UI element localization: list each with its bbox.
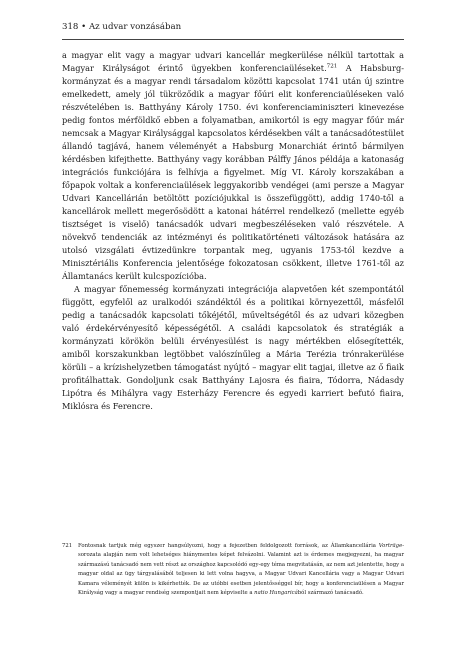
footnote bbox=[62, 542, 404, 598]
footnote-text bbox=[78, 542, 404, 598]
footnote-number: 721 bbox=[62, 543, 73, 549]
footnote-reference[interactable]: 721 bbox=[326, 63, 338, 70]
main-text bbox=[62, 49, 404, 413]
paragraph-2: A magyar főnemesség kormányzati integrációja alapvetően két szempontától függött, egyfelől az uralkodói szándéktól és a politikai környezettől, másfelől pedig a tanácsadók kapcsolati tőkéjétől, műveltségétől és az udvari közegben való érdekérvényesítő képességétől. A családi kapcsolatok és stratégiák a kormányzati körökön belüli érvényesülést is nagy mértékben elősegítették, amiből korszakunkban legtöbbet valószínűleg a Mária Terézia trónrakerülése körüli – a krízishelyzetben támogatást nyújtó – magyar elit tagjai, illetve az ő fiaik profitálhattak. Gondoljunk csak Batthyány Lajosra és fiaira, Tódorra, Nádasdy Lipótra és Mihályra vagy Esterházy Ferencre és egyedi karriert befutó fiaira, Miklósra és Ferencre. bbox=[62, 284, 404, 411]
footnote-text-b: -sorozata alapján nem volt lehetséges hiánymentes képet felvázolni. Valamint azt is érdemes megjegyezni, ha magyar származású tanácsadó nem vett részt az országhoz kapcsolódó egy-egy téma megvitatásán, az nem azt jelentette, hogy a magyar oldal az ügy tárgyalásából teljesen ki lett volna hagyva, a Magyar Udvari Kancellária vagy a Magyar Udvari Kamara véleményét külön is kikérhették. De az utóbbi esetben jelentősséggel bír, hogy a konferenciaülésen a Magyar Királyság vagy a magyar rendiség szempontjait nem képviselte a bbox=[78, 543, 404, 597]
header-rule bbox=[62, 39, 404, 40]
header-separator: • bbox=[81, 22, 87, 32]
running-header bbox=[62, 22, 402, 33]
running-title: Az udvar vonzásában bbox=[88, 22, 182, 32]
footnote-text-a: Fontosnak tartjuk még egyszer hangsúlyozni, hogy a fejezetben feldolgozott források, az Államkancellária bbox=[78, 543, 379, 549]
footnote-italic-a: Vorträge bbox=[378, 543, 403, 549]
page-number: 318 bbox=[62, 22, 79, 32]
paragraph-1-text-b: A Habsburg-kormányzat és a magyar rendi társadalom közötti kapcsolat 1741 után új szintre emelkedett, amely jól tükröződik a magyar főúri elit konferenciaüléseken való részvételében is. Batthyány Károly 1750. évi konferenciaminiszteri kinevezése pedig fontos mérföldkő ebben a folyamatban, amikortól is egy magyar főúr már nemcsak a Magyar Királysággal kapcsolatos kérdésekben vált a tanácsadótestület állandó tagjává, hanem véleményét a Habsburg Monarchiát érintő bármilyen kérdésben kifejthette. Batthyány vagy korábban Pálffy János példája a katonaság integrációs funkciójára is felhívja a figyelmet. Míg VI. Károly korszakában a főpapok voltak a konferenciaülések leggyakoribb vendégei (ami persze a Magyar Udvari Kancellárián betöltött pozíciójukkal is összefüggött), addig 1740-től a kancellárok mellett megerősödött a katonai hátérrel rendelkező (mellette egyéb tisztséget is viselő) tanácsadók udvari megbeszéléseken való részvétele. A növekvő tendenciák az intézményi és politikatörténeti változások hatására az utolsó vizsgálati évtizedünkre torpantak meg, ugyanis 1753-tól kezdve a Minisztériális Konferencia jelentősége fokozatosan csökkent, illetve 1761-től az Államtanács került kulcspozícióba. bbox=[62, 63, 404, 281]
footnote-italic-b: natio Hungaricá bbox=[254, 590, 298, 597]
paragraph-1 bbox=[62, 49, 404, 283]
footnote-text-c: ból származó tanácsadó. bbox=[297, 590, 364, 597]
paragraph-1-text-a: a magyar elit vagy a magyar udvari kancellár megkerülése nélkül tartottak a Magyar Királyságot érintő ügyekben konferenciaüléseket. bbox=[62, 50, 404, 73]
